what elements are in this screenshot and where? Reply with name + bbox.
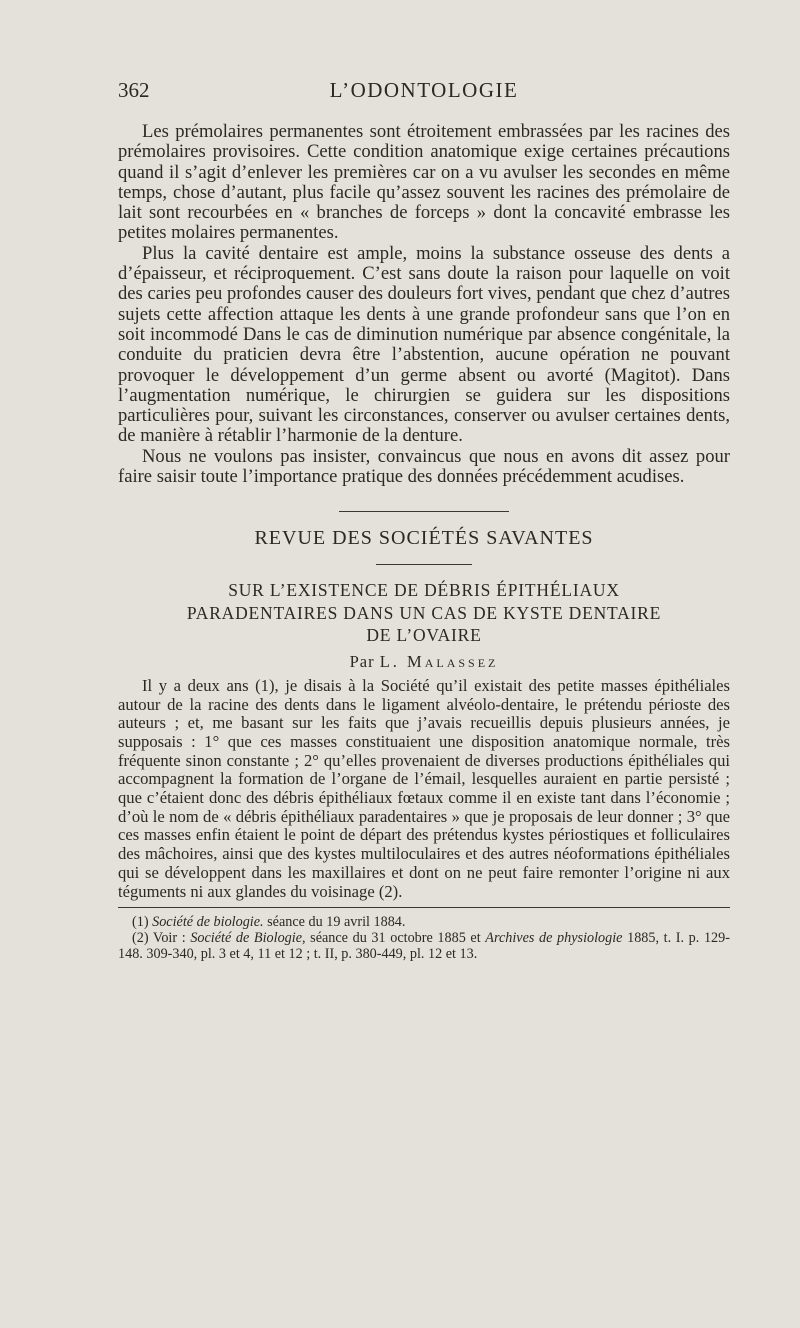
- article-title-line: PARADENTAIRES DANS UN CAS DE KYSTE DENTAIRE: [186, 602, 662, 623]
- page-body: [118, 122, 730, 962]
- footnote-text: séance du 19 avril 1884.: [263, 914, 406, 931]
- footnote-marker: (1): [132, 914, 149, 931]
- footnote-text: , séance du 31 octobre 1885 et: [302, 930, 486, 947]
- footnote-source: Archives de physiologie: [485, 930, 623, 947]
- paragraph: Les prémolaires permanentes sont étroitement embrassées par les racines des prémolaires provisoires. Cette condition anatomique exige certaines précautions quand il s’agit d’enlever les premières car on a vu avulser les secondes en même temps, chose d’autant, plus facile qu’assez souvent les racines des prémolaire de lait sont recourbées en « branches de forceps » dont la concavité embrasse les petites molaires permanentes.: [118, 121, 730, 244]
- page-number: 362: [118, 78, 150, 102]
- author-name: L. Malassez: [379, 651, 499, 671]
- footnotes: [118, 914, 730, 962]
- article-title-line: SUR L’EXISTENCE DE DÉBRIS ÉPITHÉLIAUX: [228, 580, 620, 601]
- footnote-text: Voir :: [148, 930, 191, 947]
- paragraph: Nous ne voulons pas insister, convaincus que nous en avons dit assez pour faire saisir toute l’importance pratique des données précédemment acudises.: [118, 445, 730, 488]
- page-header: [118, 78, 730, 108]
- footnote-marker: (2): [132, 930, 149, 947]
- article-title-line: DE L’OVAIRE: [366, 625, 482, 646]
- section-title: REVUE DES SOCIÉTÉS SAVANTES: [254, 527, 594, 550]
- running-title: L’ODONTOLOGIE: [329, 78, 519, 102]
- footnote-1: [118, 914, 730, 930]
- article-paragraph: Il y a deux ans (1), je disais à la Société qu’il existait des petite masses épithéliales autour de la racine des dents dans le ligament alvéolo-dentaire, le prétendu périoste des auteurs ; et, me basant sur les faits que j’avais recueillis depuis plusieurs années, je supposais : 1° que ces masses constituaient une disposition anatomique normale, très fréquente sinon constante ; 2° qu’elles provenaient de diverses productions épithéliales qui accompagnent la formation de l’organe de l’émail, lesquelles auraient en partie persisté ; que c’étaient donc des débris épithéliaux fœtaux comme il en existe tant dans l’économie ; d’où le nom de « débris épithéliaux paradentaires » que je proposais de leur donner ; 3° que ces masses enfin étaient le point de départ des prétendus kystes périostiques et folliculaires des mâchoires, ainsi que des kystes multiloculaires et des autres néoformations épithéliales qui se développent dans les maxillaires et dont on ne peut faire remonter l’origine ni aux téguments ni aux glandes du voisinage (2).: [118, 675, 730, 901]
- article-title: [118, 579, 730, 647]
- footnote-text: 1885, t. I. p. 129-148. 309-340, pl. 3 et 4, 11 et 12 ; t. II, p. 380-449, pl. 12 et 13.: [118, 930, 730, 963]
- paragraph: Plus la cavité dentaire est ample, moins la substance osseuse des dents a d’épaisseur, et réciproquement. C’est sans doute la raison pour laquelle on voit des caries peu profondes causer des douleurs fort vives, pendant que chez d’autres sujets cette affection attaque les dents à une grande profondeur sans que l’on en soit incommodé Dans le cas de diminution numérique par absence congénitale, la conduite du praticien devra être l’abstention, aucune opération ne pouvant provoquer le développement d’un germe absent ou avorté (Magitot). Dans l’augmentation numérique, le chirurgien se guidera sur les dispositions particulières pour, suivant les circonstances, conserver ou avulser certaines dents, de manière à rétablir l’harmonie de la denture.: [118, 242, 730, 447]
- byline-prefix: Par: [349, 651, 375, 671]
- title-divider: [376, 564, 472, 565]
- footnote-source: Société de biologie.: [152, 914, 264, 931]
- footnote-2: [118, 930, 730, 962]
- footnote-rule: [118, 907, 730, 908]
- section-divider: [339, 511, 509, 512]
- byline: [118, 651, 730, 673]
- footnote-source: Société de Biologie: [190, 930, 302, 947]
- opening-text: [118, 122, 730, 487]
